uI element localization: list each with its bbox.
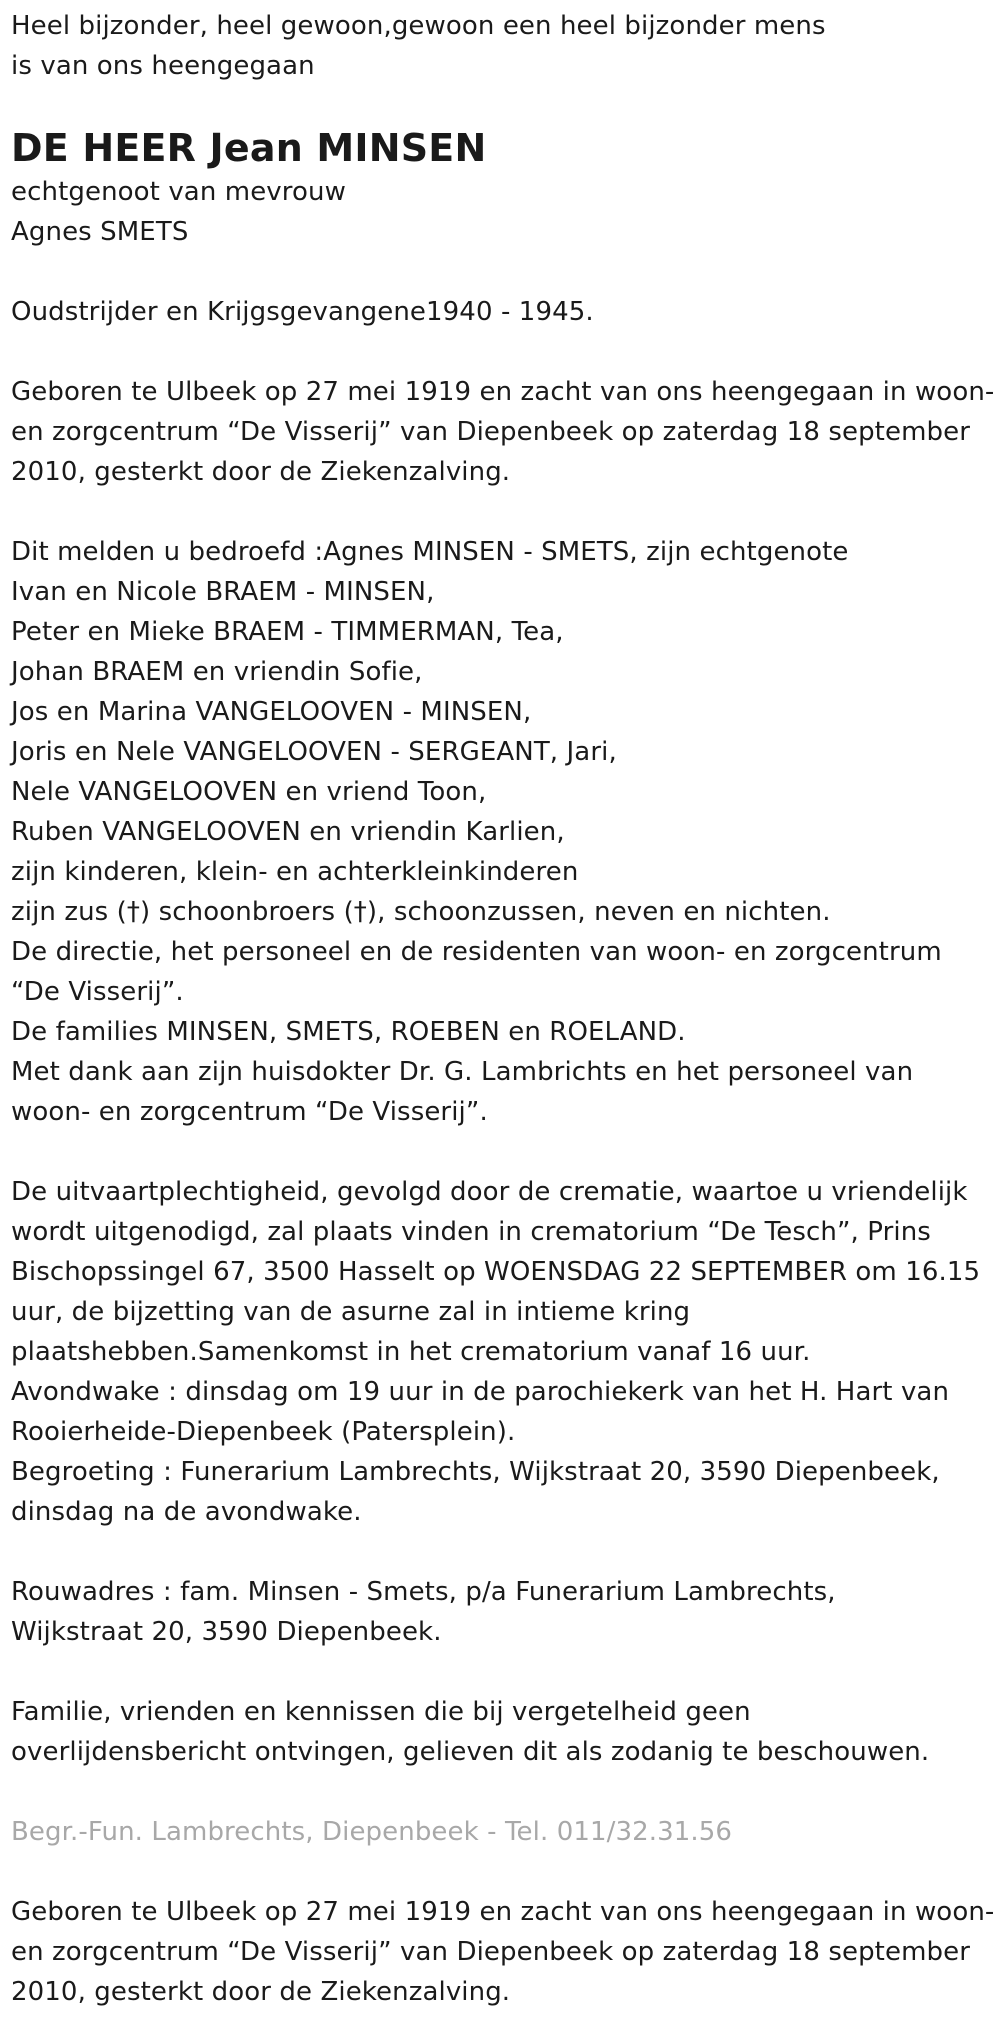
family-line: zijn zus (†) schoonbroers (†), schoonzussen, neven en nichten. bbox=[11, 897, 831, 927]
veteran-status: Oudstrijder en Krijgsgevangene1940 - 1945. bbox=[11, 297, 594, 327]
intro-line: is van ons heengegaan bbox=[11, 51, 315, 81]
birth-death-paragraph-repeat bbox=[11, 1892, 996, 2012]
closing-line: overlijdensbericht ontvingen, gelieven dit als zodanig te beschouwen. bbox=[11, 1737, 930, 1767]
family-list bbox=[11, 532, 996, 1132]
spouse-info bbox=[11, 172, 996, 252]
funeral-line: plaatshebben.Samenkomst in het crematorium vanaf 16 uur. bbox=[11, 1337, 811, 1367]
spacer bbox=[11, 1772, 996, 1812]
spacer bbox=[11, 332, 996, 372]
funeral-line: wordt uitgenodigd, zal plaats vinden in crematorium “De Tesch”, Prins bbox=[11, 1217, 931, 1247]
deceased-name: DE HEER Jean MINSEN bbox=[11, 126, 487, 170]
spacer bbox=[11, 492, 996, 532]
family-line: Peter en Mieke BRAEM - TIMMERMAN, Tea, bbox=[11, 617, 564, 647]
family-line: Met dank aan zijn huisdokter Dr. G. Lambrichts en het personeel van bbox=[11, 1057, 914, 1087]
paragraph-line: Geboren te Ulbeek op 27 mei 1919 en zacht van ons heengegaan in woon- bbox=[11, 377, 995, 407]
address-line: Rouwadres : fam. Minsen - Smets, p/a Funerarium Lambrechts, bbox=[11, 1577, 836, 1607]
family-line: Johan BRAEM en vriendin Sofie, bbox=[11, 657, 423, 687]
funeral-line: Rooierheide-Diepenbeek (Patersplein). bbox=[11, 1417, 516, 1447]
family-line: zijn kinderen, klein- en achterkleinkinderen bbox=[11, 857, 579, 887]
family-line: Dit melden u bedroefd :Agnes MINSEN - SMETS, zijn echtgenote bbox=[11, 537, 849, 567]
spouse-line: Agnes SMETS bbox=[11, 217, 189, 247]
family-line: Ruben VANGELOOVEN en vriendin Karlien, bbox=[11, 817, 565, 847]
closing-note bbox=[11, 1692, 996, 1772]
funeral-line: Begroeting : Funerarium Lambrechts, Wijkstraat 20, 3590 Diepenbeek, bbox=[11, 1457, 940, 1487]
funeral-line: dinsdag na de avondwake. bbox=[11, 1497, 362, 1527]
funeral-line: De uitvaartplechtigheid, gevolgd door de crematie, waartoe u vriendelijk bbox=[11, 1177, 968, 1207]
family-line: Nele VANGELOOVEN en vriend Toon, bbox=[11, 777, 487, 807]
intro-line: Heel bijzonder, heel gewoon,gewoon een heel bijzonder mens bbox=[11, 11, 826, 41]
spacer bbox=[11, 1652, 996, 1692]
mourning-address bbox=[11, 1572, 996, 1652]
funeral-details bbox=[11, 1172, 996, 1532]
spacer bbox=[11, 1852, 996, 1892]
paragraph-line: 2010, gesterkt door de Ziekenzalving. bbox=[11, 1977, 511, 2007]
family-line: De families MINSEN, SMETS, ROEBEN en ROELAND. bbox=[11, 1017, 686, 1047]
family-line: Joris en Nele VANGELOOVEN - SERGEANT, Jari, bbox=[11, 737, 617, 767]
family-line: De directie, het personeel en de residenten van woon- en zorgcentrum bbox=[11, 937, 942, 967]
address-line: Wijkstraat 20, 3590 Diepenbeek. bbox=[11, 1617, 442, 1647]
closing-line: Familie, vrienden en kennissen die bij vergetelheid geen bbox=[11, 1697, 751, 1727]
spouse-line: echtgenoot van mevrouw bbox=[11, 177, 346, 207]
funeral-line: Bischopssingel 67, 3500 Hasselt op WOENSDAG 22 SEPTEMBER om 16.15 bbox=[11, 1257, 981, 1287]
intro-text bbox=[11, 6, 996, 86]
family-line: woon- en zorgcentrum “De Visserij”. bbox=[11, 1097, 488, 1127]
family-line: “De Visserij”. bbox=[11, 977, 184, 1007]
paragraph-line: Geboren te Ulbeek op 27 mei 1919 en zacht van ons heengegaan in woon- bbox=[11, 1897, 995, 1927]
family-line: Ivan en Nicole BRAEM - MINSEN, bbox=[11, 577, 435, 607]
spacer bbox=[11, 1532, 996, 1572]
paragraph-line: en zorgcentrum “De Visserij” van Diepenbeek op zaterdag 18 september bbox=[11, 417, 970, 447]
undertaker-credit: Begr.-Fun. Lambrechts, Diepenbeek - Tel. 011/32.31.56 bbox=[11, 1817, 733, 1847]
family-line: Jos en Marina VANGELOOVEN - MINSEN, bbox=[11, 697, 532, 727]
funeral-line: uur, de bijzetting van de asurne zal in intieme kring bbox=[11, 1297, 691, 1327]
funeral-line: Avondwake : dinsdag om 19 uur in de parochiekerk van het H. Hart van bbox=[11, 1377, 950, 1407]
obituary-notice bbox=[11, 6, 996, 2012]
paragraph-line: en zorgcentrum “De Visserij” van Diepenbeek op zaterdag 18 september bbox=[11, 1937, 970, 1967]
birth-death-paragraph bbox=[11, 372, 996, 492]
spacer bbox=[11, 252, 996, 292]
spacer bbox=[11, 1132, 996, 1172]
paragraph-line: 2010, gesterkt door de Ziekenzalving. bbox=[11, 457, 511, 487]
